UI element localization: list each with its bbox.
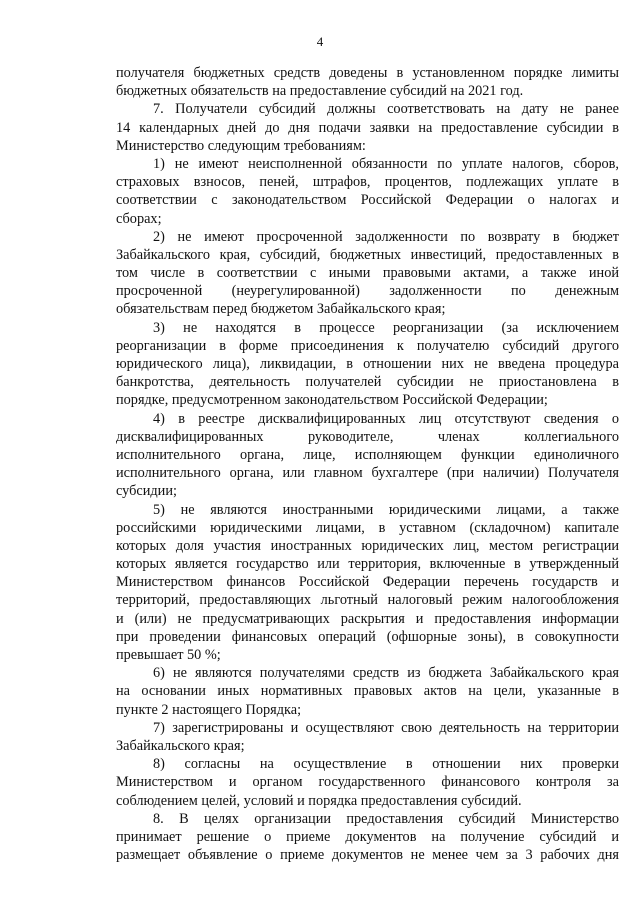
text-line: том числе в соответствии с иными правовыми актами, а также иной <box>116 265 619 282</box>
text-line: 3) не находятся в процессе реорганизации (за исключением <box>153 319 619 336</box>
text-line: порядке, предусмотренном законодательством Российской Федерации; <box>116 392 548 409</box>
text-line: превышает 50 %; <box>116 647 221 663</box>
text-line: 7) зарегистрированы и осуществляют свою деятельность на территории <box>153 719 619 736</box>
text-line: реорганизации в форме присоединения к получателю субсидий другого <box>116 337 619 354</box>
text-line: исполнительного органа, или главном бухгалтере (при наличии) Получателя <box>116 465 619 482</box>
text-line: сборах; <box>116 210 162 227</box>
text-line: соответствии с законодательством Российской Федерации о налогах и <box>116 192 619 209</box>
text-line: которых является государство или территория, включенные в утвержденный <box>116 556 619 573</box>
page-number: 4 <box>316 34 324 49</box>
text-line: 14 календарных дней до дня подачи заявки на предоставление субсидии в <box>116 119 619 136</box>
text-line: юридического лица), ликвидации, в отношении них не введена процедура <box>116 356 619 372</box>
text-line: банкротства, деятельность получателей субсидии не приостановлена в <box>116 374 619 391</box>
text-line: территорий, предоставляющих льготный налоговый режим налогообложения <box>116 592 619 609</box>
text-line: исполнительного органа, лице, исполняющем функции единоличного <box>116 446 619 463</box>
text-line: страховых взносов, пеней, штрафов, процентов, подлежащих уплате в <box>116 174 619 191</box>
text-line: на основании иных нормативных правовых актов на цели, указанные в <box>116 683 619 700</box>
text-line: 6) не являются получателями средств из бюджета Забайкальского края <box>153 665 619 682</box>
text-line: и (или) не предусматривающих раскрытия и предоставления информации <box>116 610 619 627</box>
text-line: 8) согласны на осуществление в отношении них проверки <box>153 756 619 773</box>
text-line: соблюдением целей, условий и порядка предоставления субсидий. <box>116 792 522 809</box>
text-line: Министерство следующим требованиям: <box>116 137 366 154</box>
text-line: принимает решение о приеме документов на получение субсидий и <box>116 828 619 845</box>
text-line: 1) не имеют неисполненной обязанности по уплате налогов, сборов, <box>153 155 619 172</box>
text-line: просроченной (неурегулированной) задолженности по денежным <box>116 283 619 300</box>
text-line: которых доля участия иностранных юридических лиц, местом регистрации <box>116 537 619 554</box>
text-line: российскими юридическими лицами, в уставном (складочном) капитале <box>116 519 619 536</box>
text-line: 5) не являются иностранными юридическими лицами, а также <box>153 501 619 518</box>
text-line: 4) в реестре дисквалифицированных лиц отсутствуют сведения о <box>153 410 619 427</box>
text-line: Министерством финансов Российской Федерации перечень государств и <box>116 574 619 591</box>
text-line: 8. В целях организации предоставления субсидий Министерство <box>153 810 619 827</box>
text-line: обязательствам перед бюджетом Забайкальского края; <box>116 301 446 318</box>
document-body <box>116 64 619 864</box>
text-line: размещает объявление о приеме документов не менее чем за 3 рабочих дня <box>116 847 619 864</box>
text-line: при проведении финансовых операций (офшорные зоны), в совокупности <box>116 628 619 645</box>
text-line: Забайкальского края; <box>116 737 245 754</box>
text-line: Министерством и органом государственного финансового контроля за <box>116 774 619 791</box>
text-line: Забайкальского края, субсидий, бюджетных инвестиций, предоставленных в <box>116 246 619 263</box>
text-line: получателя бюджетных средств доведены в установленном порядке лимиты <box>116 65 619 81</box>
text-line: субсидии; <box>116 483 177 500</box>
text-line: бюджетных обязательств на предоставление субсидий на 2021 год. <box>116 83 524 100</box>
text-line: пункте 2 настоящего Порядка; <box>116 701 302 718</box>
text-line: 7. Получатели субсидий должны соответствовать на дату не ранее <box>153 101 619 118</box>
text-line: 2) не имеют просроченной задолженности по возврату в бюджет <box>153 228 619 245</box>
text-line: дисквалифицированных руководителе, членах коллегиального <box>116 428 619 445</box>
